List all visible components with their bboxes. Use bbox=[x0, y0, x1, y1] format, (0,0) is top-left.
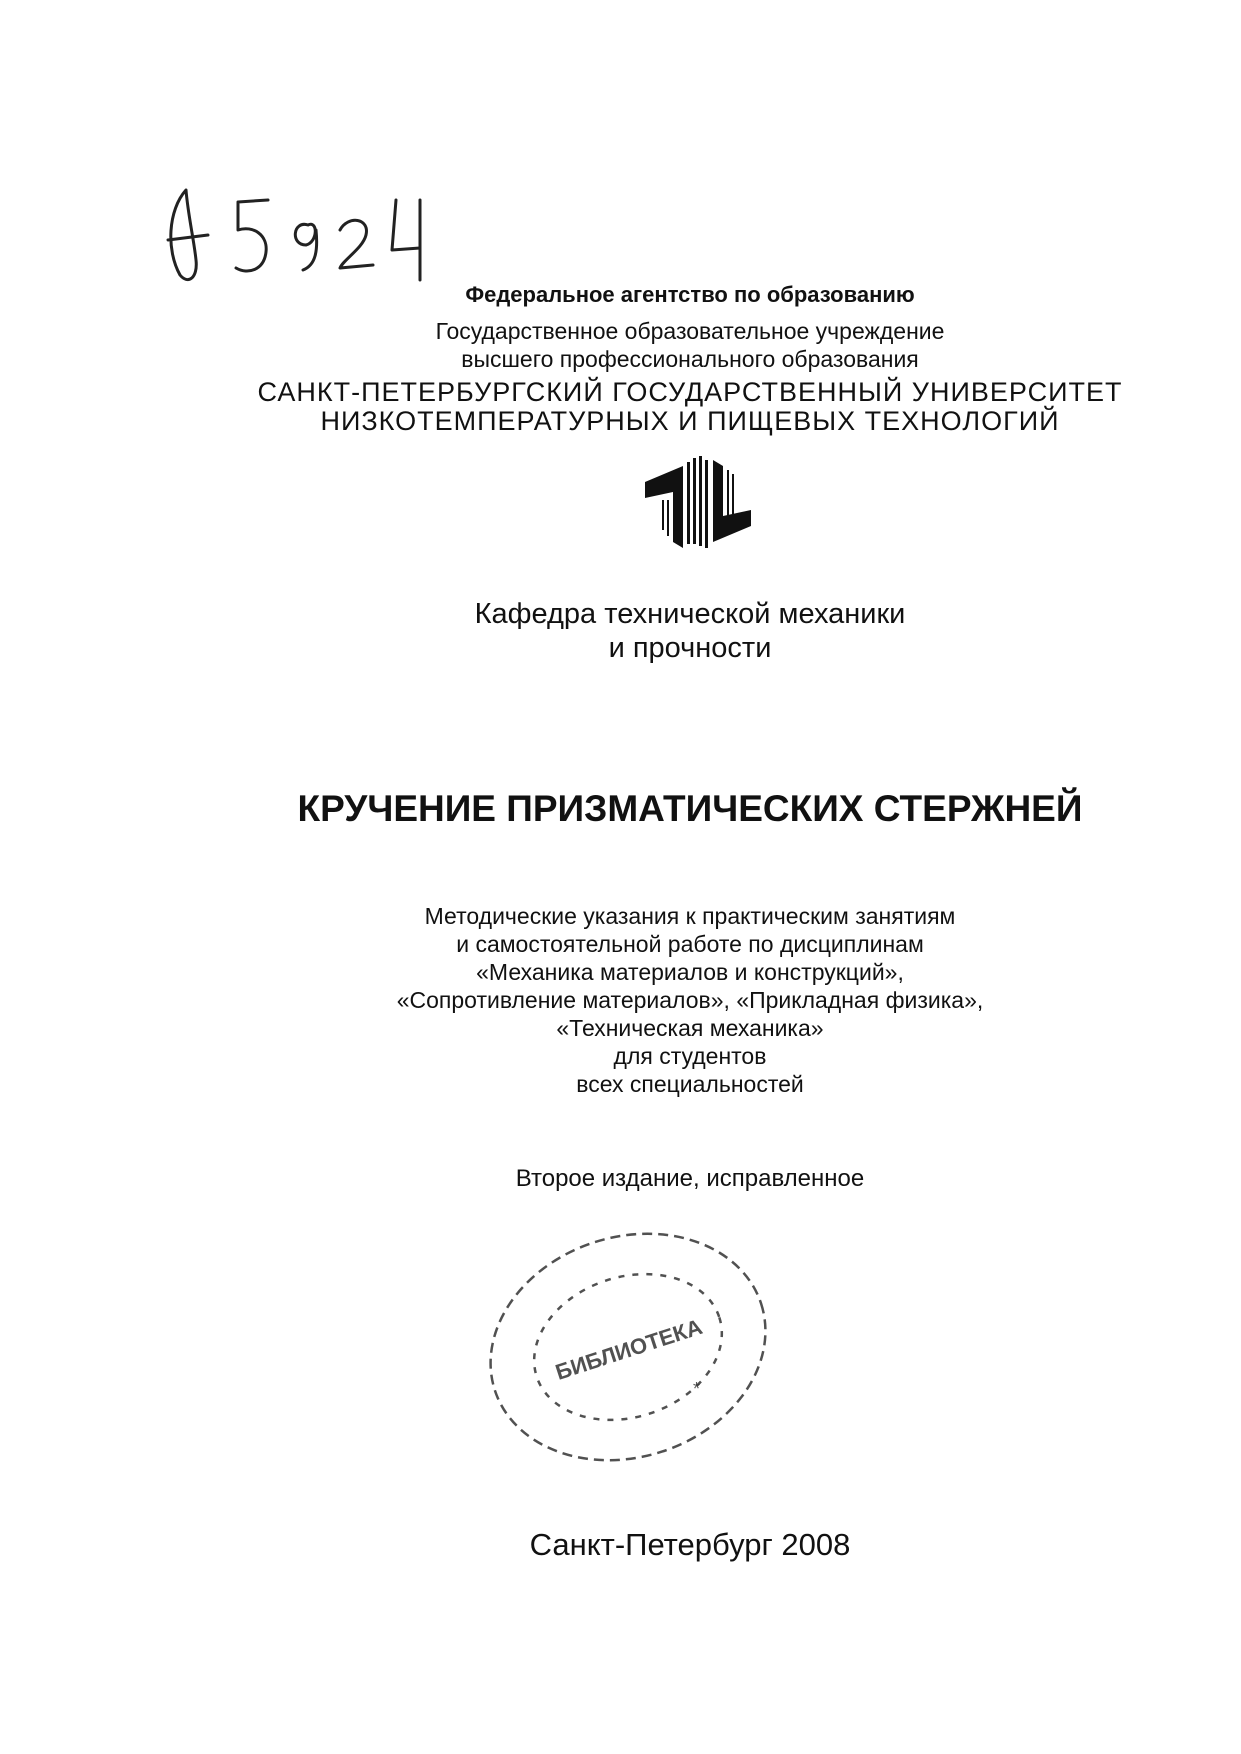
university-logo-icon bbox=[643, 452, 753, 556]
department-line-2: и прочности bbox=[608, 632, 772, 664]
description-line: Методические указания к практическим занятиям bbox=[424, 903, 956, 929]
university-name-line-2: НИЗКОТЕМПЕРАТУРНЫХ И ПИЩЕВЫХ ТЕХНОЛОГИЙ bbox=[320, 406, 1060, 436]
handwritten-inventory-number bbox=[158, 180, 468, 290]
stamp-text: БИБЛИОТЕКА bbox=[552, 1313, 706, 1385]
university-name-line-1: САНКТ-ПЕТЕРБУРГСКИЙ ГОСУДАРСТВЕННЫЙ УНИВЕРСИТЕТ bbox=[257, 377, 1123, 407]
edition-note: Второе издание, исправленное bbox=[515, 1165, 865, 1192]
document-title: КРУЧЕНИЕ ПРИЗМАТИЧЕСКИХ СТЕРЖНЕЙ bbox=[297, 788, 1083, 829]
institution-line-2: высшего профессионального образования bbox=[461, 346, 919, 372]
institution-line-1: Государственное образовательное учреждение bbox=[435, 318, 945, 344]
description-line: «Сопротивление материалов», «Прикладная физика», bbox=[396, 987, 984, 1013]
agency-name: Федеральное агентство по образованию bbox=[465, 282, 915, 307]
description-line: всех специальностей bbox=[576, 1071, 804, 1097]
city-and-year: Санкт-Петербург 2008 bbox=[529, 1527, 851, 1562]
description-line: и самостоятельной работе по дисциплинам bbox=[456, 931, 924, 957]
library-stamp bbox=[478, 1225, 778, 1470]
description-line: для студентов bbox=[613, 1043, 767, 1069]
department-line-1: Кафедра технической механики bbox=[474, 598, 906, 630]
description-line: «Механика материалов и конструкций», bbox=[476, 959, 904, 985]
svg-text:*: * bbox=[693, 1379, 701, 1399]
description-line: «Техническая механика» bbox=[556, 1015, 824, 1041]
